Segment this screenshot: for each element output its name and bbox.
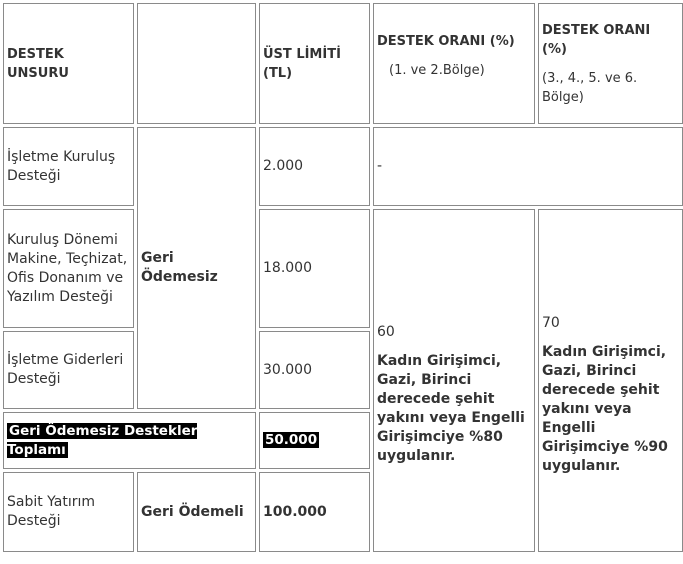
rate1-note: Kadın Girişimci, Gazi, Birinci derecede şehit yakını veya Engelli Girişimciye %80 uygulanır. [377,353,525,464]
header-destek-orani-2 [538,3,683,124]
header-destek-unsuru: DESTEK UNSURU [3,3,134,124]
rate1-value: 60 [377,324,395,340]
cell-limit-50000 [259,412,370,469]
cell-geri-odemeli: Geri Ödemeli [137,472,256,552]
header-row [3,3,683,124]
table-row [3,209,683,328]
header-oran2-title: DESTEK ORANI (%) [542,23,651,57]
cell-sabit-yatirim: Sabit Yatırım Desteği [3,472,134,552]
cell-rate-dash: - [373,127,683,206]
cell-isletme-kurulus: İşletme Kuruluş Desteği [3,127,134,206]
header-oran1-title: DESTEK ORANI (%) [377,34,515,49]
cell-isletme-giderleri: İşletme Giderleri Desteği [3,331,134,409]
cell-limit-30000: 30.000 [259,331,370,409]
cell-kurulus-donemi: Kuruluş Dönemi Makine, Teçhizat, Ofis Donanım ve Yazılım Desteği [3,209,134,328]
table-row [3,127,683,206]
toplam-label: Geri Ödemesiz Destekler Toplamı [7,422,198,458]
rate2-note: Kadın Girişimci, Gazi, Birinci derecede şehit yakını veya Engelli Girişimciye %90 uygulanır. [542,343,668,474]
cell-limit-100000: 100.000 [259,472,370,552]
cell-rate-col2 [538,209,683,552]
header-empty [137,3,256,124]
cell-limit-2000: 2.000 [259,127,370,206]
header-destek-orani-1 [373,3,535,124]
cell-rate-col1 [373,209,535,552]
header-oran1-sub: (1. ve 2.Bölge) [389,63,485,78]
cell-toplam-label [3,412,256,469]
cell-geri-odemesiz: Geri Ödemesiz [137,127,256,409]
header-ust-limit: ÜST LİMİTİ (TL) [259,3,370,124]
toplam-value: 50.000 [265,432,318,448]
rate2-value: 70 [542,314,560,331]
header-oran2-sub: (3., 4., 5. ve 6. Bölge) [542,71,638,105]
cell-limit-18000: 18.000 [259,209,370,328]
